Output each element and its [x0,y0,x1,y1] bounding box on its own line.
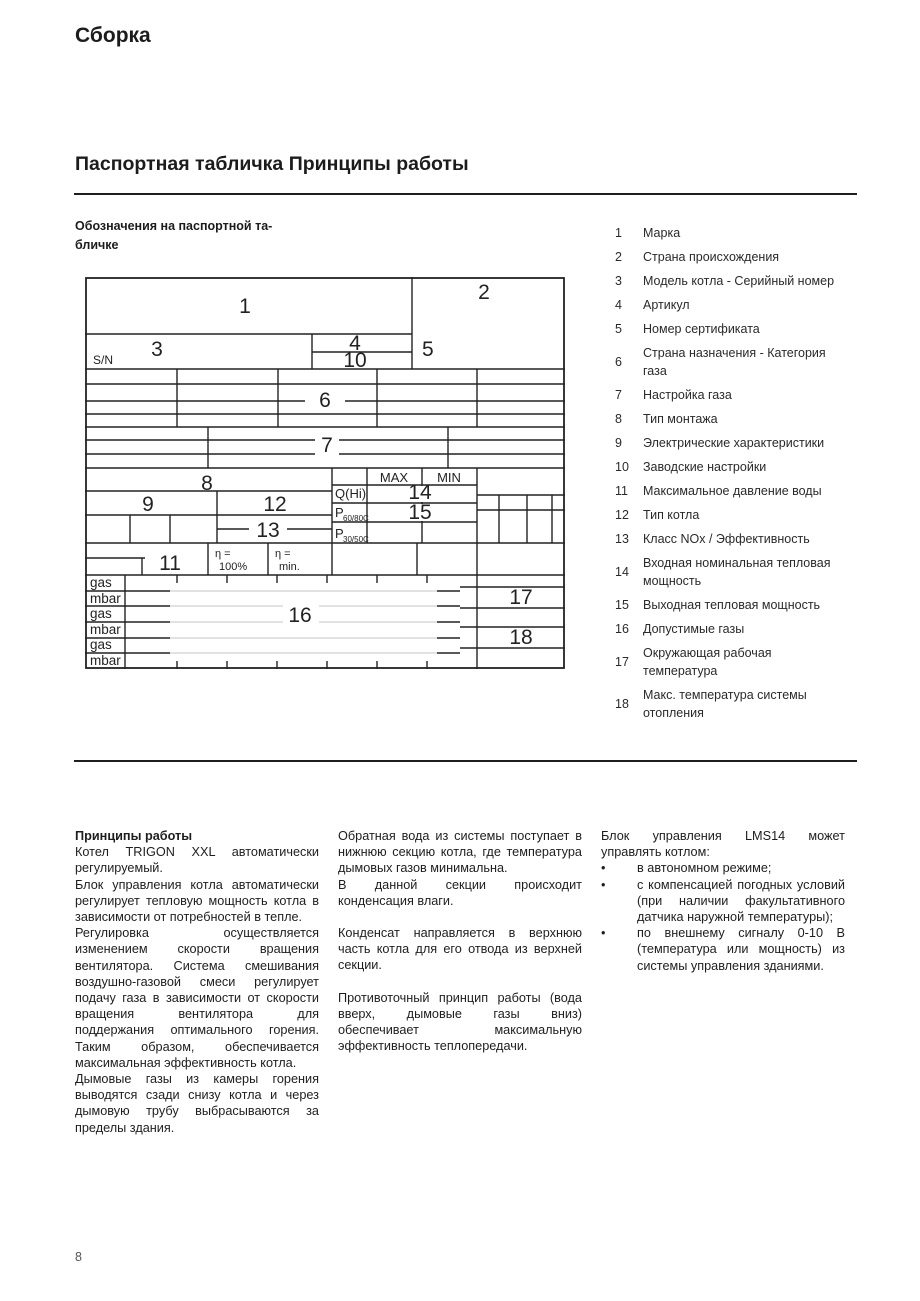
plate-mbar-label-3: mbar [90,653,121,668]
plate-field-2: 2 [478,281,490,304]
legend-item-number: 5 [615,322,622,336]
principles-intro: Блок управления LMS14 может управлять котлом: [601,829,845,860]
legend-item-number: 1 [615,226,622,240]
principles-paragraph: Дымовые газы из камеры горения выводятся сзади снизу котла и через дымовую трубу выбрасываются за пределы здания. [75,1072,319,1135]
plate-field-4: 4 [349,332,361,355]
section-title-rule [74,193,857,195]
principles-paragraph: Блок управления котла автоматически регулирует тепловую мощность котла в зависимости от потребностей в тепле. [75,877,319,925]
legend-item-number: 7 [615,388,622,402]
plate-gas-label-2: gas [90,606,112,621]
plate-etamin-val: min. [279,561,300,573]
principles-column-2 [338,828,582,1054]
plate-eta100-eq: η = [215,548,231,560]
plate-legend-subtitle-line2: бличке [75,238,119,252]
legend-item-number: 9 [615,436,622,450]
legend-item-label: Номер сертификата [643,322,760,336]
legend-item-label: Заводские настройки [643,460,767,474]
legend-item-label: Окружающая рабочая температура [643,646,772,678]
legend-item-16 [615,620,857,638]
legend-item-10 [615,458,857,476]
principles-paragraph: Обратная вода из системы поступает в нижнюю секцию котла, где температура дымовых газов минимальна. [338,829,582,876]
plate-max-label: MAX [379,470,409,485]
principles-paragraph: Противоточный принцип работы (вода вверх, дымовые газы вниз) обеспечивает максимальную эффективность теплопередачи. [338,990,582,1054]
legend-item-14 [615,554,857,590]
plate-field-9: 9 [142,493,154,516]
legend-item-label: Входная номинальная тепловая мощность [643,556,831,588]
legend-item-number: 8 [615,412,622,426]
plate-field-14: 14 [408,481,432,504]
plate-gas-label-1: gas [90,575,112,590]
legend-item-number: 15 [615,598,629,612]
legend-item-label: Электрические характеристики [643,436,825,450]
plate-gas-label-3: gas [90,637,112,652]
plate-field-16: 16 [288,604,312,627]
plate-field-1: 1 [239,295,251,318]
legend-item-12 [615,506,857,524]
legend-item-17 [615,644,857,680]
plate-field-17: 17 [509,586,533,609]
legend-item-label: Марка [643,226,681,240]
plate-field-10: 10 [343,349,367,372]
legend-item-number: 12 [615,508,629,522]
legend-item-9 [615,434,857,452]
legend-item-5 [615,320,857,338]
nameplate-svg [85,277,565,669]
legend-item-number: 2 [615,250,622,264]
legend-item-number: 11 [615,484,628,498]
page-number: 8 [75,1250,82,1264]
plate-field-15: 15 [408,501,432,524]
bullet-icon: • [601,877,606,892]
plate-mbar-label-1: mbar [90,591,121,606]
legend-item-number: 10 [615,460,629,474]
list-item [601,860,845,876]
legend-item-number: 16 [615,622,629,636]
plate-legend-list [615,224,857,728]
legend-item-number: 4 [615,298,622,312]
section-title: Паспортная табличка Принципы работы [75,153,469,175]
legend-item-label: Допустимые газы [643,622,745,636]
legend-item-label: Артикул [643,298,690,312]
legend-item-6 [615,344,857,380]
plate-min-label: MIN [437,470,461,485]
bullet-icon: • [601,926,606,941]
list-item [601,925,845,974]
legend-item-15 [615,596,857,614]
legend-item-label: Максимальное давление воды [643,484,822,498]
legend-item-3 [615,272,857,290]
legend-item-number: 17 [615,655,629,669]
legend-item-label: Тип монтажа [643,412,718,426]
plate-field-3: 3 [151,338,163,361]
plate-field-13: 13 [256,519,280,542]
legend-item-label: Модель котла - Серийный номер [643,274,835,288]
legend-item-label: Выходная тепловая мощность [643,598,821,612]
plate-mbar-label-2: mbar [90,622,121,637]
legend-item-number: 6 [615,355,622,369]
plate-p6080-sub: 60/80C [343,514,369,523]
control-modes-list [601,860,845,973]
bullet-icon: • [601,861,606,876]
nameplate-diagram [85,277,565,669]
legend-item-18 [615,686,857,722]
legend-item-label: Страна назначения - Категория газа [643,346,826,378]
legend-item-8 [615,410,857,428]
legend-item-label: Тип котла [643,508,700,522]
legend-item-label: Страна происхождения [643,250,780,264]
legend-item-number: 13 [615,532,629,546]
plate-eta100-val: 100% [219,561,248,573]
legend-item-number: 14 [615,565,629,579]
plate-field-8: 8 [201,472,213,495]
legend-item-label: Макс. температура системы отопления [643,688,807,720]
principles-heading: Принципы работы [75,829,193,843]
list-item-text: в автономном режиме; [637,861,772,876]
chapter-title: Сборка [75,24,151,47]
principles-column-3 [601,828,845,974]
legend-item-7 [615,386,857,404]
plate-p3050-label: P [335,526,344,541]
principles-paragraph: Конденсат направляется в верхнюю часть котла для его отвода из верхней секции. [338,926,582,973]
plate-p6080-label: P [335,505,344,520]
plate-p3050-sub: 30/50C [343,535,369,544]
principles-paragraph: Регулировка осуществляется изменением скорости вращения вентилятора. Система смешивания воздушно-газовой смеси регулирует подачу газа в зависимости от скорости вращения вентилятора для поддержания оптимального горения. Таким образом, обеспечивается максимальная эффективность котла. [75,926,319,1070]
plate-field-5: 5 [422,338,434,361]
plate-field-12: 12 [263,493,287,516]
legend-item-number: 3 [615,274,622,288]
plate-legend-subtitle [75,217,285,255]
legend-item-label: Настройка газа [643,388,732,402]
legend-item-4 [615,296,857,314]
list-item-text: с компенсацией погодных условий (при наличии факультативного датчика наружной температуры); [637,877,845,925]
legend-item-13 [615,530,857,548]
plate-sn-label: S/N [93,353,114,367]
principles-paragraph: В данной секции происходит конденсация влаги. [338,877,582,908]
legend-item-number: 18 [615,697,629,711]
legend-item-2 [615,248,857,266]
section-divider-rule [74,760,857,762]
plate-field-11: 11 [159,552,181,575]
plate-field-6: 6 [319,389,331,412]
plate-legend-subtitle-line1: Обозначения на паспортной та- [75,219,273,233]
plate-etamin-eq: η = [275,548,291,560]
list-item-text: по внешнему сигналу 0-10 В (температура или мощность) из системы управления зданиями. [637,926,845,973]
list-item [601,877,845,926]
plate-field-18: 18 [509,626,533,649]
principles-paragraph: Котел TRIGON XXL автоматически регулируемый. [75,845,319,876]
principles-column-1 [75,828,319,1136]
legend-item-label: Класс NOx / Эффективность [643,532,810,546]
plate-field-7: 7 [321,434,333,457]
plate-qhi-label: Q(Hi) [335,486,367,501]
legend-item-1 [615,224,857,242]
legend-item-11 [615,482,857,500]
